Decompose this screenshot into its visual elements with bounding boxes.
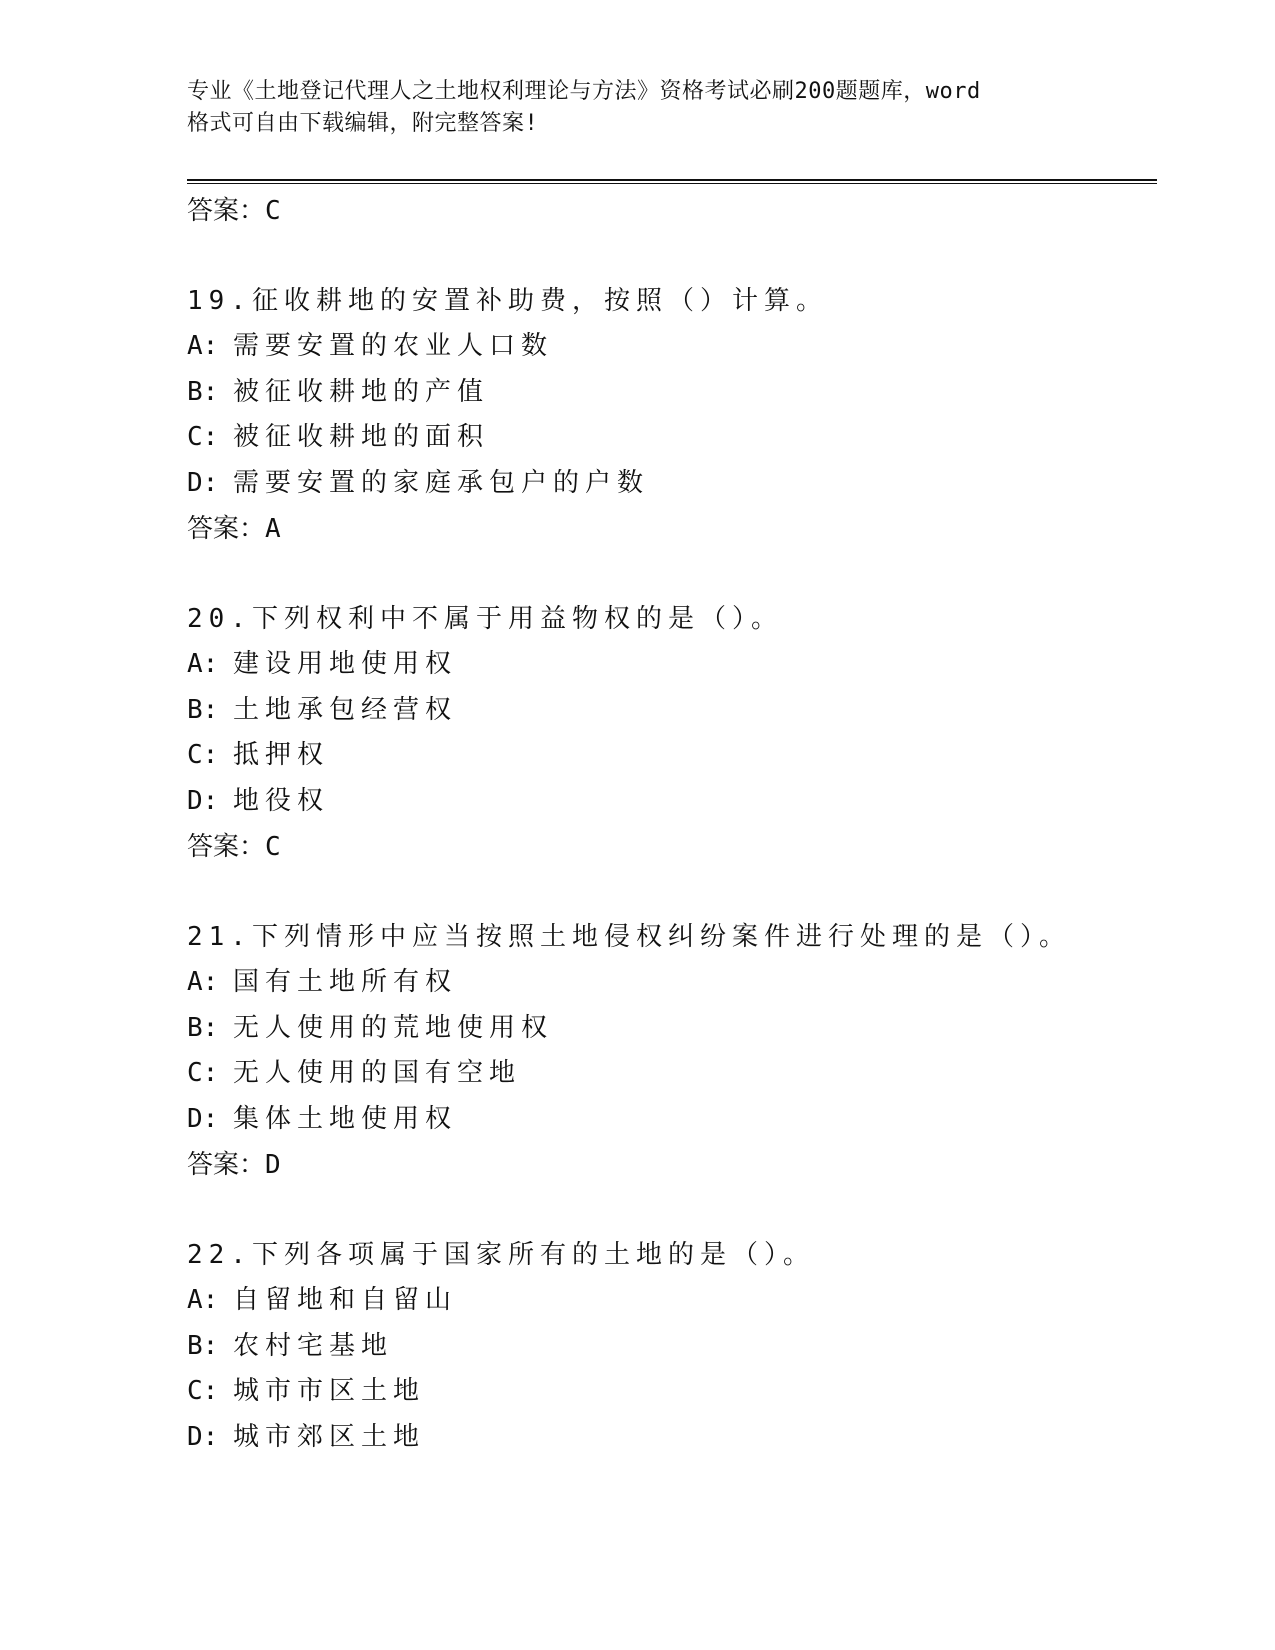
header-line-1: 专业《土地登记代理人之土地权利理论与方法》资格考试必刷200题题库，word (187, 79, 981, 104)
question-option (187, 960, 1157, 1006)
question-gap (187, 234, 1157, 278)
question-option (187, 415, 1157, 461)
question-option (187, 370, 1157, 416)
option-text: 需要安置的农业人口数 (233, 331, 554, 361)
question-stem: 19.征收耕地的安置补助费，按照（）计算。 (187, 286, 828, 316)
answer-value: A (265, 514, 281, 544)
answer-label: 答案： (187, 1150, 266, 1180)
option-key: B: (187, 1330, 219, 1361)
answer-value: C (265, 196, 281, 226)
option-key: D: (187, 785, 219, 816)
option-text: 国有土地所有权 (233, 967, 458, 997)
question-stem: 21.下列情形中应当按照土地侵权纠纷案件进行处理的是（）。 (187, 922, 1071, 952)
question-gap (187, 870, 1157, 914)
option-text: 地役权 (233, 785, 330, 816)
option-text: 自留地和自留山 (233, 1285, 458, 1315)
question-option (187, 324, 1157, 370)
option-key: C: (187, 740, 219, 770)
option-text: 农村宅基地 (233, 1330, 394, 1361)
question-stem: 22.下列各项属于国家所有的土地的是（）。 (187, 1240, 815, 1270)
answer-label: 答案： (187, 514, 266, 544)
option-key: D: (187, 467, 219, 498)
option-text: 需要安置的家庭承包户的户数 (233, 467, 650, 498)
question-list (187, 188, 1157, 1460)
question-stem: 20.下列权利中不属于用益物权的是（）。 (187, 604, 783, 634)
answer-label: 答案： (187, 196, 266, 226)
option-key: B: (187, 694, 219, 725)
option-key: C: (187, 1058, 219, 1088)
previous-answer (187, 188, 1157, 234)
question-option (187, 688, 1157, 734)
header-line-2: 格式可自由下载编辑，附完整答案! (187, 111, 539, 136)
question-option (187, 1006, 1157, 1052)
question-option (187, 779, 1157, 825)
option-text: 城市郊区土地 (233, 1421, 426, 1452)
option-text: 被征收耕地的面积 (233, 422, 490, 452)
question-option (187, 642, 1157, 688)
answer-value: D (265, 1150, 281, 1180)
option-text: 被征收耕地的产值 (233, 376, 490, 407)
question-option (187, 461, 1157, 507)
question-option (187, 1415, 1157, 1461)
question-gap (187, 552, 1157, 596)
option-text: 建设用地使用权 (233, 649, 458, 679)
question-option (187, 733, 1157, 779)
option-key: C: (187, 1376, 219, 1406)
question-option (187, 1369, 1157, 1415)
question-option (187, 1278, 1157, 1324)
answer-value: C (265, 832, 281, 862)
question-answer (187, 506, 1157, 552)
option-key: B: (187, 1012, 219, 1043)
option-key: D: (187, 1421, 219, 1452)
question-option (187, 1051, 1157, 1097)
question-option (187, 1097, 1157, 1143)
option-text: 集体土地使用权 (233, 1103, 458, 1134)
option-key: D: (187, 1103, 219, 1134)
option-text: 无人使用的荒地使用权 (233, 1012, 554, 1043)
header-divider (187, 179, 1157, 184)
question-gap (187, 1188, 1157, 1232)
option-key: A: (187, 331, 219, 361)
question-option (187, 1324, 1157, 1370)
option-key: A: (187, 1285, 219, 1315)
option-key: A: (187, 967, 219, 997)
question-answer (187, 1142, 1157, 1188)
option-key: C: (187, 422, 219, 452)
question-answer (187, 824, 1157, 870)
document-header (187, 76, 1067, 140)
option-key: B: (187, 376, 219, 407)
answer-label: 答案： (187, 832, 266, 862)
option-key: A: (187, 649, 219, 679)
option-text: 城市市区土地 (233, 1376, 426, 1406)
option-text: 无人使用的国有空地 (233, 1058, 522, 1088)
option-text: 土地承包经营权 (233, 694, 458, 725)
option-text: 抵押权 (233, 740, 330, 770)
